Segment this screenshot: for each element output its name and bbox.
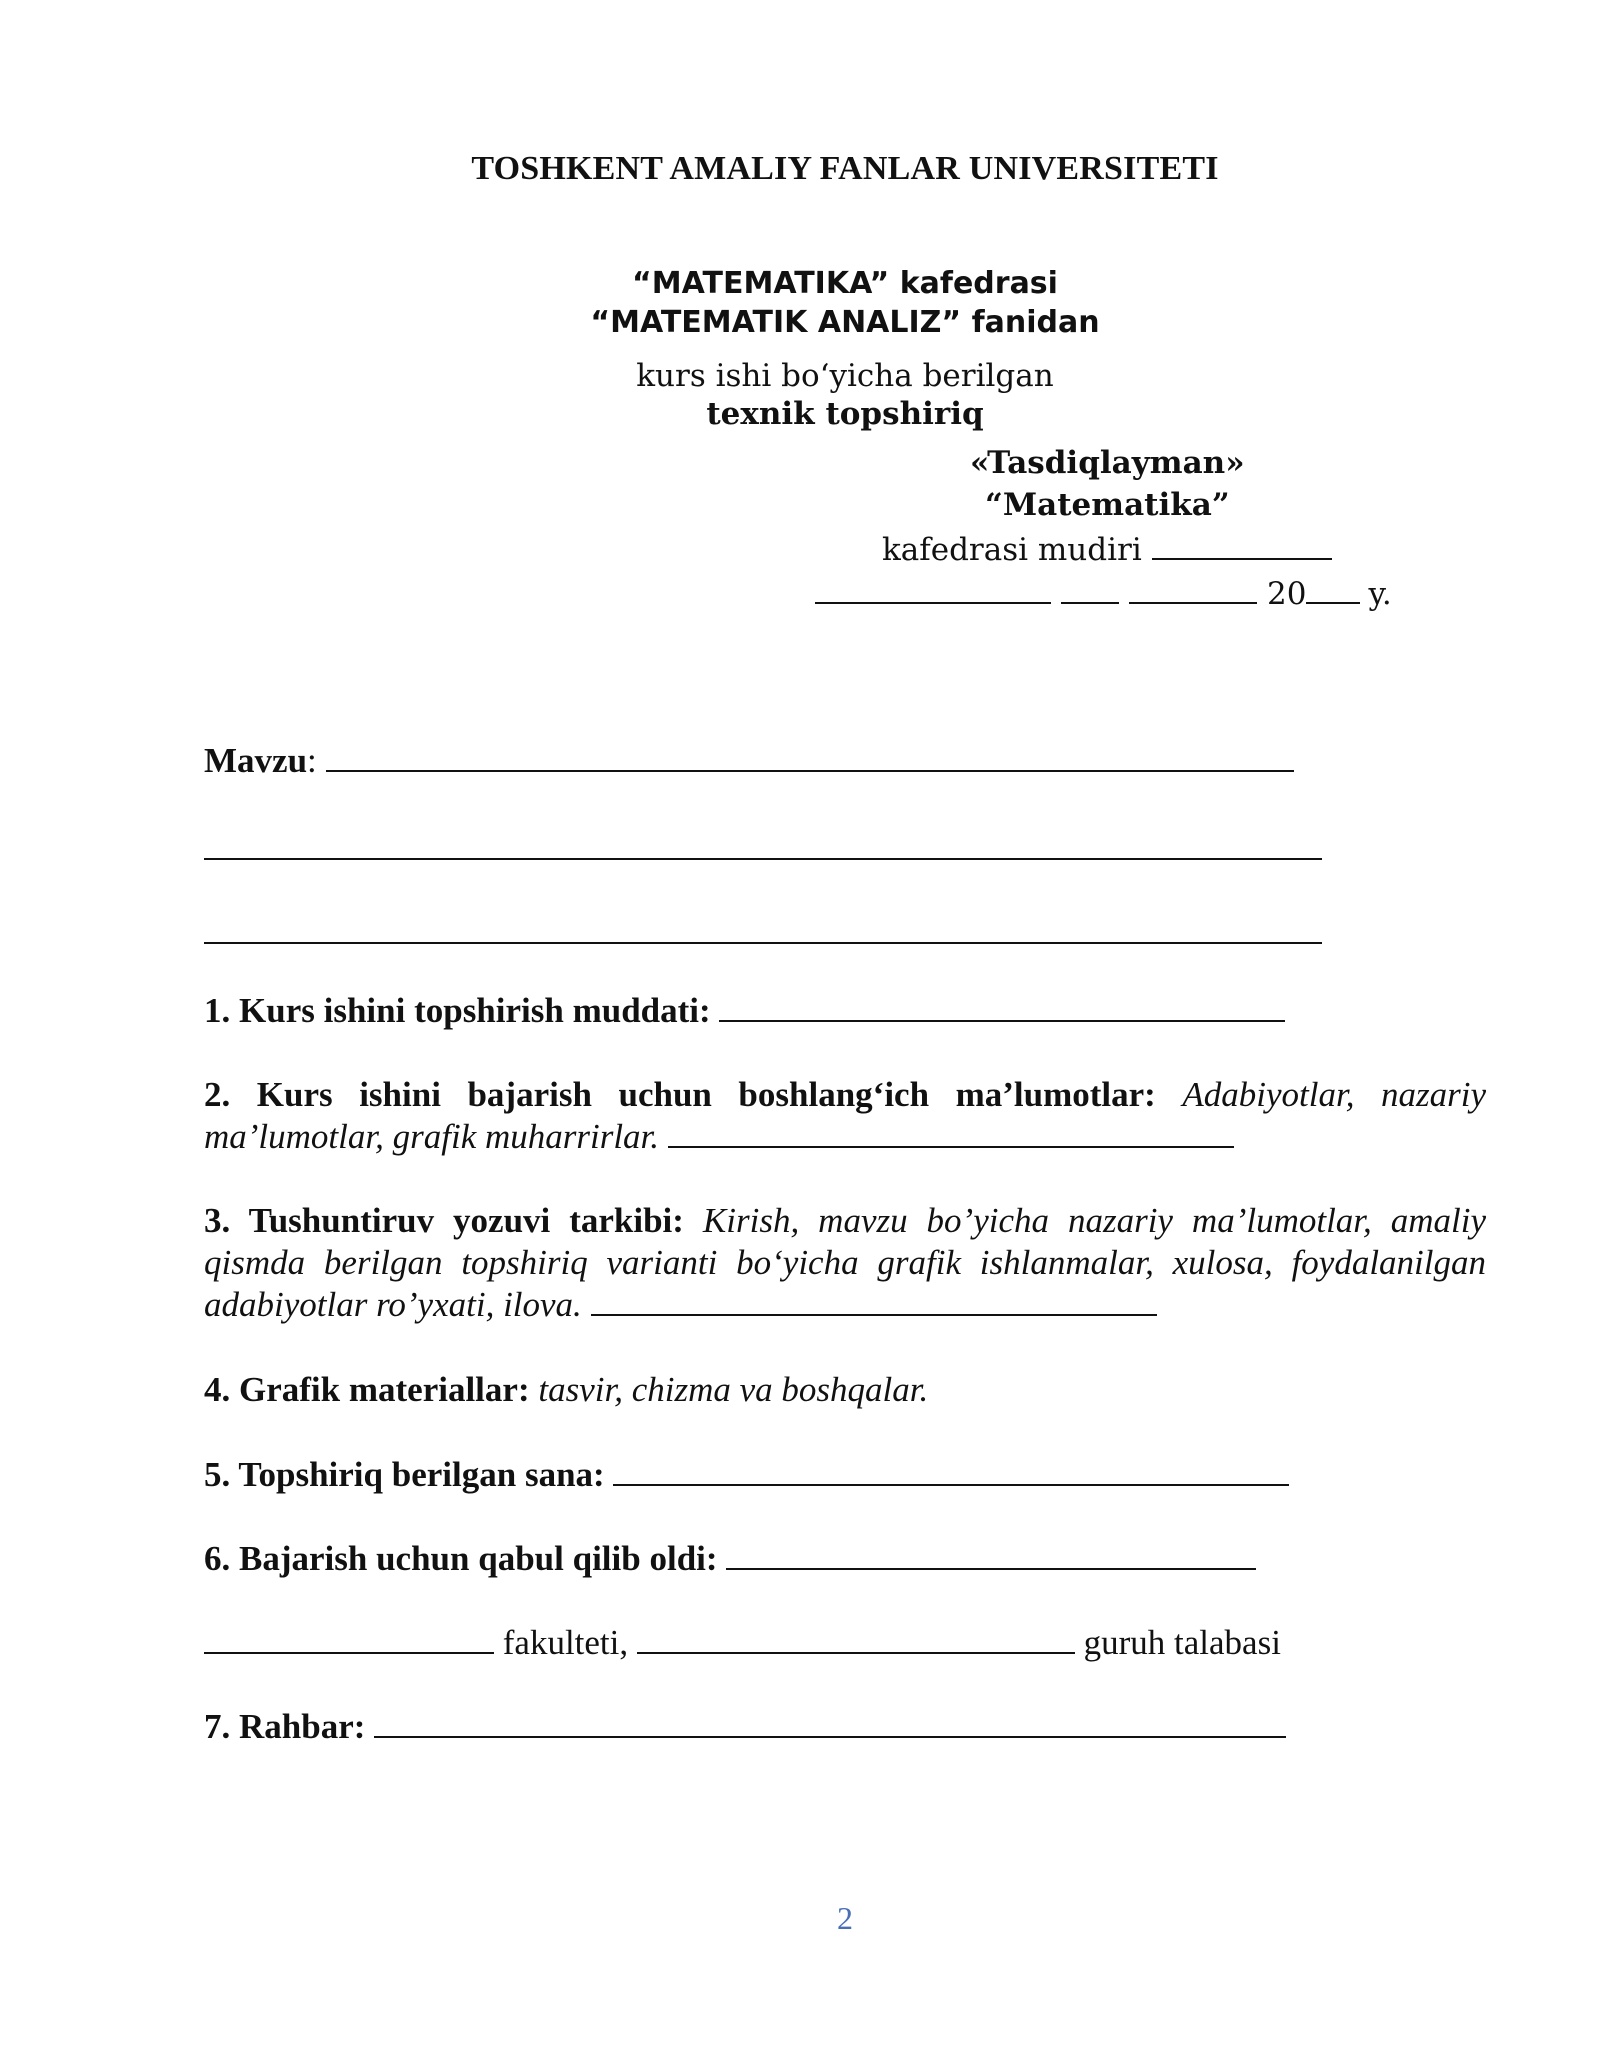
- date-month-blank[interactable]: [815, 572, 1051, 604]
- faculty-blank[interactable]: [204, 1622, 494, 1654]
- approval-date-row: [815, 572, 1392, 612]
- item-3-text: Kirish, mavzu bo’yicha nazariy ma’lumotlar, amaliy qismda berilgan topshiriq varianti boʻyicha grafik ishlanmalar, xulosa, foydalanilgan adabiyotlar ro’yxati, ilova.: [204, 1201, 1487, 1324]
- item-6-blank[interactable]: [726, 1538, 1256, 1570]
- topic-label: Mavzu: [204, 741, 308, 780]
- department-line: [0, 266, 1600, 301]
- year-prefix: 20: [1267, 576, 1307, 612]
- document-subtitle-1: kurs ishi boʻyicha berilgan: [636, 358, 1054, 394]
- item-2-label: 2. Kurs ishini bajarish uchun boshlang‘ich ma’lumotlar:: [204, 1075, 1156, 1114]
- page-number: 2: [837, 1900, 853, 1936]
- approval-head-label: kafedrasi mudiri: [882, 532, 1142, 568]
- item-1-blank[interactable]: [719, 990, 1285, 1022]
- item-5-blank[interactable]: [613, 1454, 1289, 1486]
- university-title: TOSHKENT AMALIY FANLAR UNIVERSITETI: [471, 150, 1219, 187]
- topic-blank-3[interactable]: [204, 940, 1322, 944]
- item-2-text: Adabiyotlar, nazariy ma’lumotlar, grafik muharrirlar.: [204, 1075, 1487, 1156]
- item-4-text: tasvir, chizma va boshqalar.: [538, 1370, 929, 1409]
- approval-department: “Matematika”: [985, 487, 1230, 523]
- group-word: guruh talabasi: [1083, 1623, 1281, 1662]
- date-extra-blank[interactable]: [1129, 572, 1257, 604]
- topic-blank-1[interactable]: [326, 740, 1294, 772]
- department-text: “MATEMATIKA” kafedrasi: [632, 266, 1058, 301]
- topic-field: [204, 740, 1294, 781]
- date-day-blank[interactable]: [1061, 572, 1119, 604]
- topic-colon: :: [307, 741, 317, 780]
- item-3: [204, 1200, 1486, 1326]
- item-1: [204, 990, 1285, 1031]
- item-3-blank[interactable]: [591, 1286, 1157, 1316]
- item-3-label: 3. Tushuntiruv yozuvi tarkibi:: [204, 1201, 684, 1240]
- item-2-blank[interactable]: [668, 1118, 1234, 1148]
- item-5: [204, 1454, 1289, 1495]
- group-blank[interactable]: [637, 1622, 1075, 1654]
- document-subtitle-2: texnik topshiriq: [706, 396, 984, 432]
- subject-text: “MATEMATIK ANALIZ” fanidan: [590, 305, 1100, 340]
- faculty-group-line: [204, 1622, 1281, 1663]
- topic-blank-2[interactable]: [204, 856, 1322, 860]
- year-blank[interactable]: [1306, 572, 1360, 604]
- approval-head-line: [882, 528, 1332, 568]
- item-6-label: 6. Bajarish uchun qabul qilib oldi:: [204, 1539, 718, 1578]
- item-7-label: 7. Rahbar:: [204, 1707, 366, 1746]
- item-1-label: 1. Kurs ishini topshirish muddati:: [204, 991, 711, 1030]
- item-4-label: 4. Grafik materiallar:: [204, 1370, 530, 1409]
- item-5-label: 5. Topshiriq berilgan sana:: [204, 1455, 605, 1494]
- head-signature-blank[interactable]: [1152, 528, 1332, 560]
- subject-line: [0, 305, 1600, 340]
- item-7-blank[interactable]: [374, 1706, 1286, 1738]
- item-6: [204, 1538, 1256, 1579]
- year-suffix: y.: [1368, 576, 1392, 612]
- faculty-word: fakulteti,: [502, 1623, 629, 1662]
- item-2: [204, 1074, 1486, 1158]
- item-7: [204, 1706, 1286, 1747]
- item-4: [204, 1370, 928, 1410]
- approval-heading: «Tasdiqlayman»: [970, 445, 1245, 481]
